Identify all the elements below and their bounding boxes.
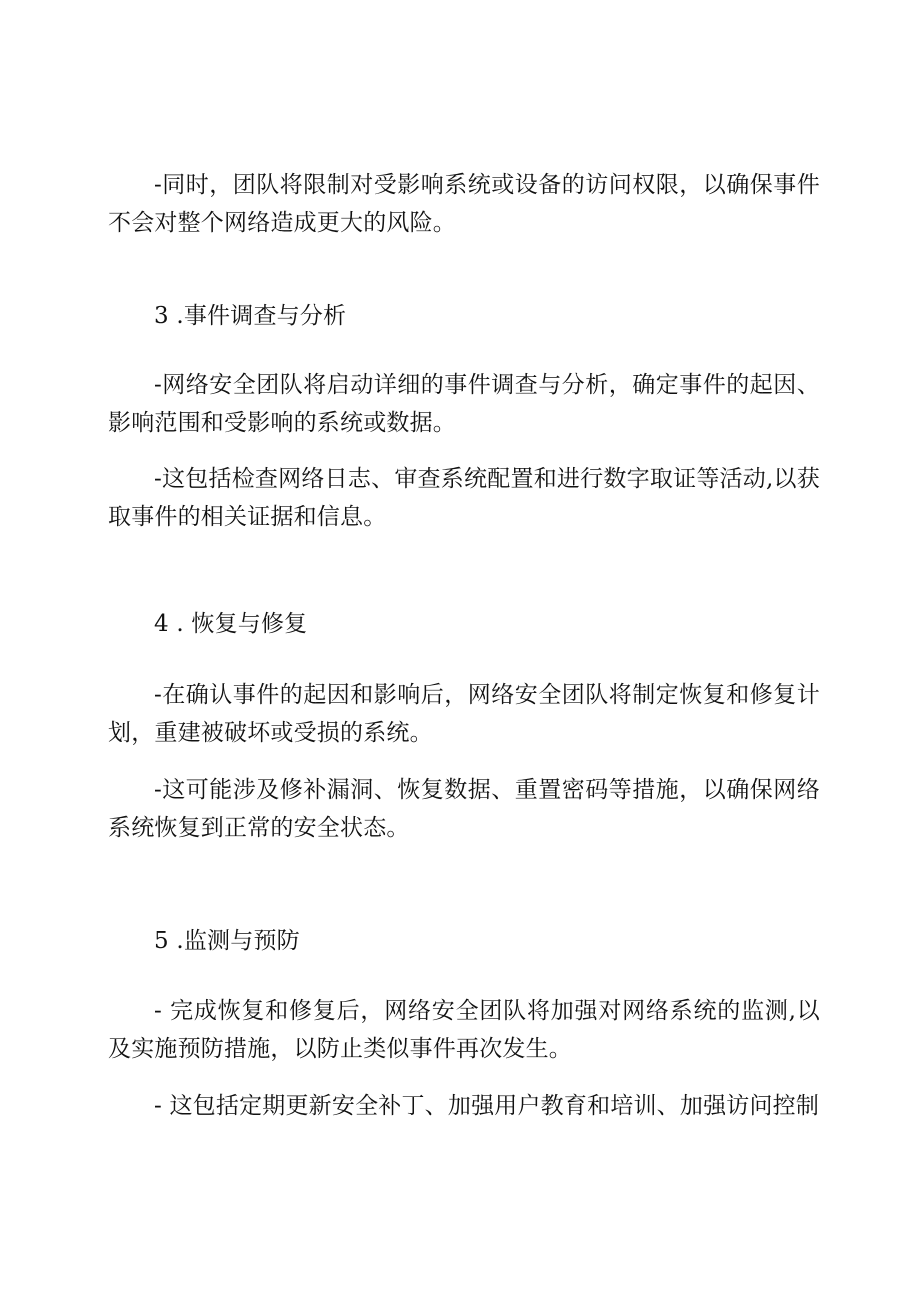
section-heading-investigation: 3 .事件调查与分析	[154, 303, 347, 329]
section-heading-monitoring: 5 .监测与预防	[154, 928, 300, 954]
section-heading-recovery: 4 . 恢复与修复	[154, 611, 308, 637]
paragraph-investigation-activities: -这包括检查网络日志、审查系统配置和进行数字取证等活动,以获取事件的相关证据和信息。	[108, 466, 820, 530]
paragraph-monitoring-prevention: - 完成恢复和修复后，网络安全团队将加强对网络系统的监测,以及实施预防措施，以防止类似事件再次发生。	[108, 998, 820, 1062]
paragraph-recovery-plan: -在确认事件的起因和影响后，网络安全团队将制定恢复和修复计划，重建被破坏或受损的系统。	[108, 682, 820, 746]
paragraph-investigation-start: -网络安全团队将启动详细的事件调查与分析，确定事件的起因、影响范围和受影响的系统或数据。	[108, 372, 820, 436]
paragraph-access-restriction: -同时，团队将限制对受影响系统或设备的访问权限，以确保事件不会对整个网络造成更大的风险。	[108, 172, 820, 236]
paragraph-prevention-measures: - 这包括定期更新安全补丁、加强用户教育和培训、加强访问控制	[154, 1093, 820, 1119]
paragraph-recovery-measures: -这可能涉及修补漏洞、恢复数据、重置密码等措施，以确保网络系统恢复到正常的安全状态。	[108, 777, 820, 841]
